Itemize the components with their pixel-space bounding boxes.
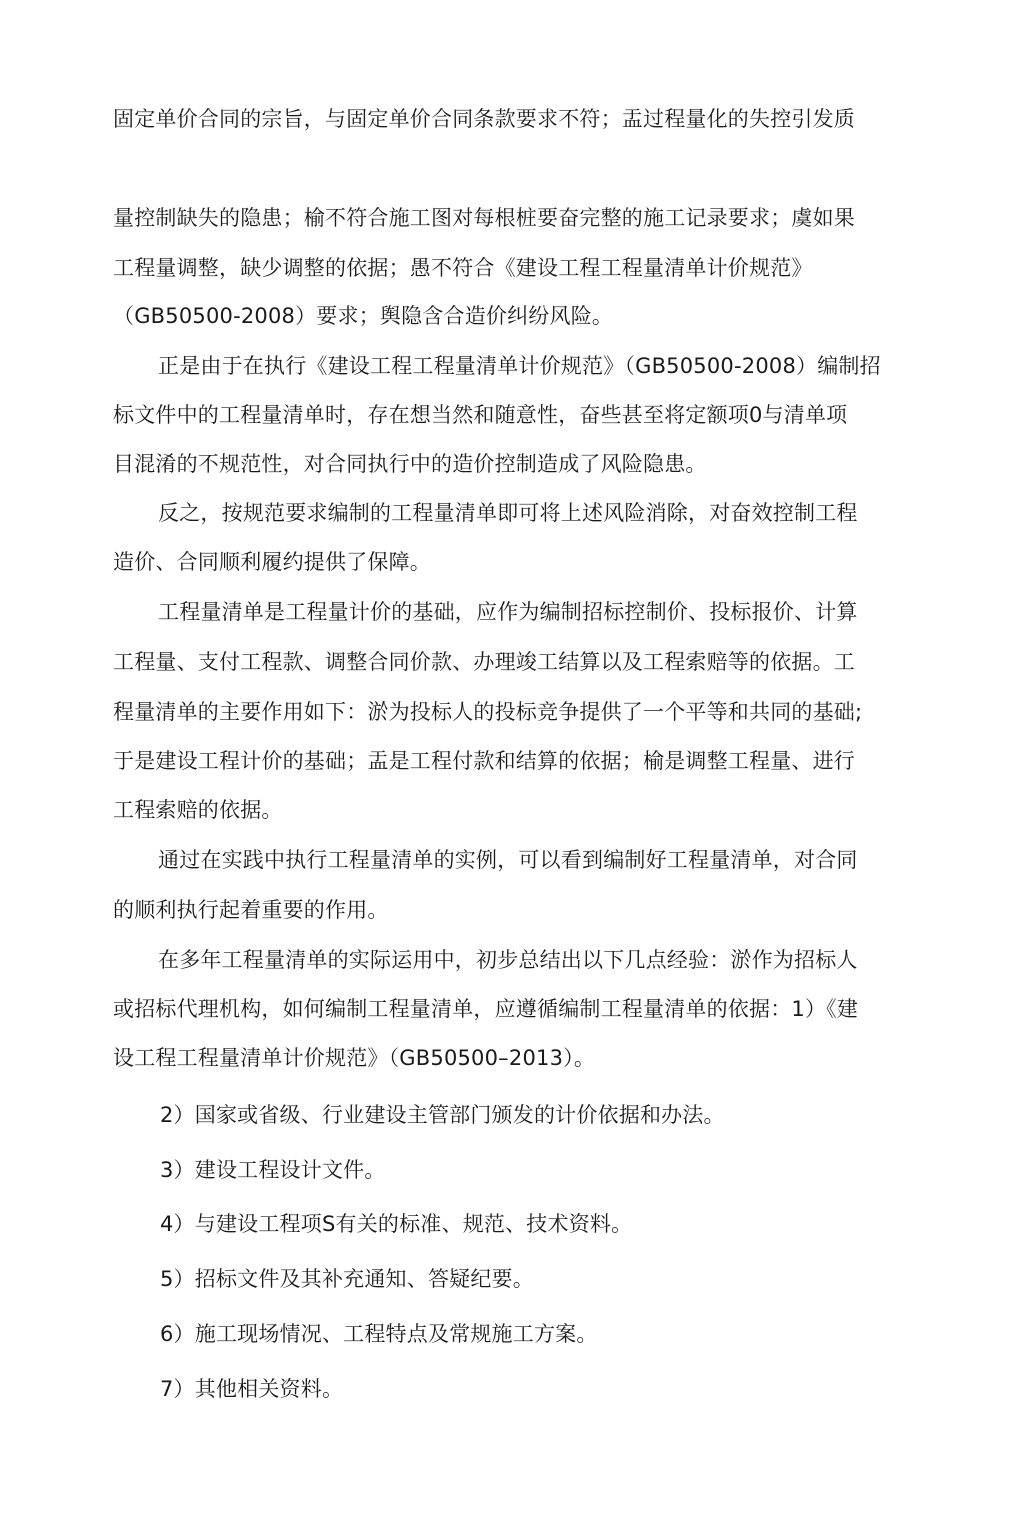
text-line: 程量清单的主要作用如下：淤为投标人的投标竞争提供了一个平等和共同的基础;: [113, 700, 863, 724]
text-line: 造价、合同顺利履约提供了保障。: [113, 550, 431, 574]
text-line: （GB50500-2008）要求；舆隐含合造价纠纷风险。: [113, 304, 614, 328]
text-line: 量控制缺失的隐患；榆不符合施工图对每根桩要奋完整的施工记录要求；虞如果: [113, 206, 855, 230]
text-line: 正是由于在执行《建设工程工程量清单计价规范》（GB50500-2008）编制招: [158, 354, 881, 378]
text-line: 工程量清单是工程量计价的基础，应作为编制招标控制价、投标报价、计算: [158, 600, 858, 624]
text-line: 的顺利执行起着重要的作用。: [113, 898, 389, 922]
text-line: 工程量、支付工程款、调整合同价款、办理竣工结算以及工程索赔等的依据。工: [113, 650, 855, 674]
text-line: 于是建设工程计价的基础；盂是工程付款和结算的依据；榆是调整工程量、进行: [113, 749, 855, 773]
text-line: 通过在实践中执行工程量清单的实例，可以看到编制好工程量清单，对合同: [158, 848, 858, 872]
list-item: 7）其他相关资料。: [160, 1377, 344, 1401]
text-line: 设工程工程量清单计价规范》（GB50500–2013）。: [113, 1046, 596, 1070]
text-line: 目混淆的不规范性，对合同执行中的造价控制造成了风险隐患。: [113, 452, 707, 476]
text-line: 在多年工程量清单的实际运用中，初步总结出以下几点经验：淤作为招标人: [158, 948, 858, 972]
text-line: 固定单价合同的宗旨，与固定单价合同条款要求不符；盂过程量化的失控引发质: [113, 107, 855, 131]
text-line: 工程索赔的依据。: [113, 798, 283, 822]
list-item: 3）建设工程设计文件。: [160, 1158, 386, 1182]
text-line: 或招标代理机构，如何编制工程量清单，应遵循编制工程量清单的依据：1）《建: [113, 997, 859, 1021]
list-item: 5）招标文件及其补充通知、答疑纪要。: [160, 1267, 534, 1291]
text-line: 标文件中的工程量清单时，存在想当然和随意性，奋些甚至将定额项0与清单项: [113, 403, 848, 427]
list-item: 6）施工现场情况、工程特点及常规施工方案。: [160, 1322, 598, 1346]
text-line: 反之，按规范要求编制的工程量清单即可将上述风险消除，对奋效控制工程: [158, 501, 858, 525]
text-line: 工程量调整，缺少调整的依据；愚不符合《建设工程工程量清单计价规范》: [113, 256, 813, 280]
list-item: 4）与建设工程项S有关的标准、规范、技术资料。: [160, 1212, 633, 1236]
list-item: 2）国家或省级、行业建设主管部门颁发的计价依据和办法。: [160, 1103, 725, 1127]
